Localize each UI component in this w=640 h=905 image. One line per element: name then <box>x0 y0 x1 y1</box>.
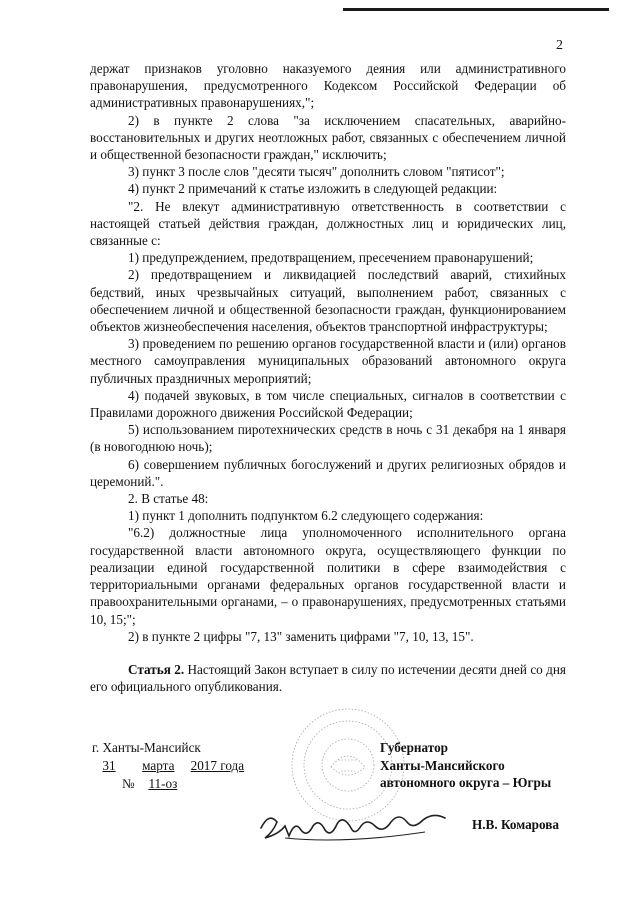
paragraph: 3) пункт 3 после слов "десяти тысяч" дополнить словом "пятисот"; <box>128 164 505 180</box>
governor-title <box>380 739 551 792</box>
governor-line-2: Ханты-Мансийского <box>380 757 505 773</box>
date-day: 31 <box>102 758 116 773</box>
paragraph: 2. В статье 48: <box>128 491 209 507</box>
paragraph: держат признаков уголовно наказуемого деяния или административного правонарушения, предусмотренного Кодексом Российской Федерации об административных правонарушениях,"; <box>90 61 566 111</box>
paragraph: 1) предупреждением, предотвращением, пресечением правонарушений; <box>128 250 534 266</box>
handwritten-signature <box>255 798 455 848</box>
law-number <box>92 775 244 793</box>
paragraph: 2) в пункте 2 слова "за исключением спасательных, аварийно-восстановительных и других неотложных работ, связанных с обеспечением личной и общественной безопасности граждан," исключить; <box>90 112 566 163</box>
top-rule <box>343 8 609 11</box>
paragraph: 2) предотвращением и ликвидацией последствий аварий, стихийных бедствий, иных чрезвычайных ситуаций, выполнением работ, связанных с обеспечением личной и общественной безопасности граждан, функционированием объектов жизнеобеспечения населения, объектов транспортной инфраструктуры; <box>90 267 566 335</box>
paragraph: 2) в пункте 2 цифры "7, 13" заменить цифрами "7, 10, 13, 15". <box>128 628 474 644</box>
article-2 <box>90 661 566 695</box>
paragraph: 4) пункт 2 примечаний к статье изложить в следующей редакции: <box>128 181 498 197</box>
date-year: 2017 года <box>190 758 245 773</box>
paragraph: 3) проведением по решению органов государственной власти и (или) органов местного самоуправления муниципальных образований автономного округа публичных праздничных мероприятий; <box>90 336 566 386</box>
article-2-label: Статья 2. <box>128 661 185 677</box>
paragraph: 6) совершением публичных богослужений и других религиозных обрядов и церемоний.". <box>90 456 566 489</box>
signing-block <box>92 739 244 793</box>
date-month: марта <box>142 758 175 773</box>
article-2-text: Настоящий Закон вступает в силу по истечении десяти дней со дня его официального опубликования. <box>90 661 567 695</box>
document-body <box>90 60 566 695</box>
paragraph: 5) использованием пиротехнических средств в ночь с 31 декабря на 1 января (в новогоднюю ночь); <box>90 422 566 455</box>
number-value: 11-оз <box>148 776 178 791</box>
governor-name: Н.В. Комарова <box>472 817 559 832</box>
paragraph: "2. Не влекут административную ответственность в соответствии с настоящей статьей действия граждан, должностных лиц и юридических лиц, связанные с: <box>90 198 566 249</box>
paragraph: 4) подачей звуковых, в том числе специальных, сигналов в соответствии с Правилами дорожного движения Российской Федерации; <box>90 387 566 421</box>
paragraph: 1) пункт 1 дополнить подпунктом 6.2 следующего содержания: <box>128 508 484 524</box>
signing-date <box>92 757 244 775</box>
page-number: 2 <box>556 38 563 53</box>
paragraph: "6.2) должностные лица уполномоченного исполнительного органа государственной власти автономного округа, осуществляющего функции по реализации единой государственной политики в сфере взаимодействия с территориальными органами федеральных органов государственной власти и правоохранительными органами, – о правонарушениях, предусмотренных статьями 10, 15;"; <box>90 525 566 627</box>
governor-line-1: Губернатор <box>380 740 448 755</box>
number-prefix: № <box>122 776 135 791</box>
signing-city: г. Ханты-Мансийск <box>92 740 201 755</box>
governor-line-3: автономного округа – Югры <box>380 775 552 790</box>
